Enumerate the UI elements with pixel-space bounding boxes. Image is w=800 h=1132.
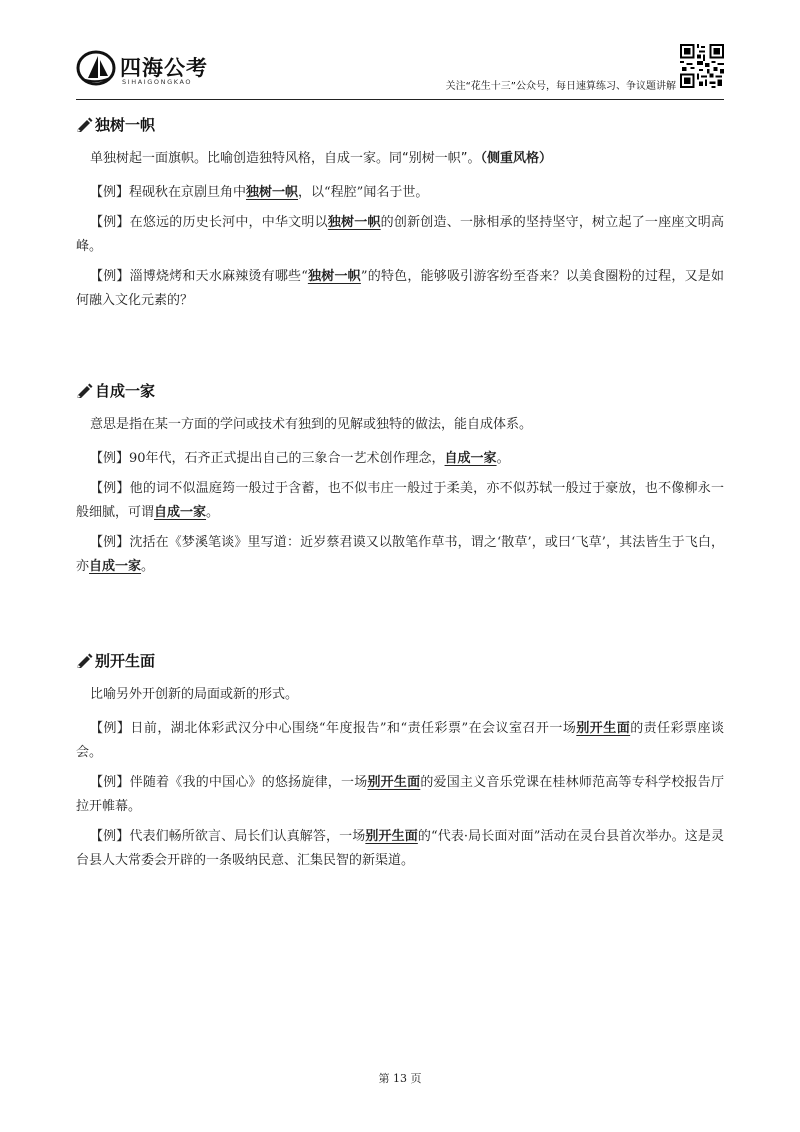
keyword: 别开生面 — [365, 829, 418, 844]
example-text: 【例】沈括在《梦溪笔谈》里写道：近岁蔡君谟又以散笔作草书，谓之‘散草’，或曰‘飞草’，其法皆生于飞白，亦 — [76, 535, 724, 574]
example-text: 的责任彩票座谈会。 — [76, 721, 724, 760]
section-title-text: 独树一帜 — [95, 116, 156, 134]
definition-text: 意思是指在某一方面的学问或技术有独到的见解或独特的做法，能自成体系。 — [90, 417, 533, 432]
header-slogan: 关注“花生十三”公众号，每日速算练习、争议题讲解 — [445, 81, 676, 92]
example-text: 【例】90年代，石齐正式提出自己的三象合一艺术创作理念， — [90, 451, 445, 466]
section-title — [76, 114, 724, 135]
brand-subtitle: SIHAIGONGKAO — [122, 78, 193, 86]
definition — [90, 685, 724, 705]
example — [76, 771, 724, 819]
keyword: 自成一家 — [154, 505, 207, 520]
example-text: 【例】在悠远的历史长河中，中华文明以 — [90, 215, 328, 230]
example-text: 。 — [141, 559, 155, 574]
pencil-icon — [76, 653, 93, 668]
example-text: ”的特色，能够吸引游客纷至沓来？以美食圈粉的过程，又是如何融入文化元素的？ — [76, 269, 724, 308]
example-text: 。 — [496, 451, 510, 466]
keyword: 别开生面 — [576, 721, 631, 736]
qr-code-icon — [680, 44, 724, 88]
example-text: 的“代表·局长面对面”活动在灵台县首次举办。这是灵台县人大常委会开辟的一条吸纳民意、汇集民智的新渠道。 — [76, 829, 724, 868]
example-text: 【例】程砚秋在京剧旦角中 — [90, 185, 247, 200]
example-text: 。 — [206, 505, 220, 520]
keyword: 独树一帜 — [246, 185, 299, 200]
pencil-icon — [76, 117, 93, 132]
example-text: 的爱国主义音乐党课在桂林师范高等专科学校报告厅拉开帷幕。 — [76, 775, 724, 814]
brand-name: 四海公考 — [120, 56, 208, 80]
example — [76, 211, 724, 259]
example — [76, 181, 724, 205]
example — [76, 825, 724, 873]
definition — [90, 415, 724, 435]
section-du-shu-yi-zhi — [76, 114, 724, 319]
example-text: 【例】日前，湖北体彩武汉分中心围绕“年度报告”和“责任彩票”在会议室召开一场 — [90, 721, 577, 736]
section-title-text: 自成一家 — [95, 382, 156, 400]
page-number: 第 13 页 — [378, 1072, 422, 1085]
keyword: 自成一家 — [444, 451, 497, 466]
example — [76, 265, 724, 313]
keyword: 别开生面 — [367, 775, 421, 790]
example — [76, 477, 724, 525]
section-zi-cheng-yi-jia — [76, 380, 724, 585]
example-text: 【例】代表们畅所欲言、局长们认真解答，一场 — [90, 829, 366, 844]
example — [76, 717, 724, 765]
example — [76, 447, 724, 471]
section-title-text: 别开生面 — [95, 652, 156, 670]
example-text: 【例】他的词不似温庭筠一般过于含蓄，也不似韦庄一般过于柔美，亦不似苏轼一般过于豪放，也不像柳永一般细腻，可谓 — [76, 481, 724, 520]
example-text: ，以“程腔”闻名于世。 — [298, 185, 429, 200]
header-divider — [76, 99, 724, 100]
example-text: 【例】伴随着《我的中国心》的悠扬旋律，一场 — [90, 775, 368, 790]
keyword: 独树一帜 — [327, 215, 381, 230]
pencil-icon — [76, 383, 93, 398]
keyword: 自成一家 — [89, 559, 142, 574]
page-header — [76, 42, 724, 98]
section-title — [76, 650, 724, 671]
definition — [90, 149, 724, 169]
example-text: 的创新创造、一脉相承的坚持坚守，树立起了一座座文明高峰。 — [76, 215, 724, 254]
section-title — [76, 380, 724, 401]
definition-text: 比喻另外开创新的局面或新的形式。 — [90, 687, 299, 702]
example — [76, 531, 724, 579]
keyword: 独树一帜 — [307, 269, 361, 284]
definition-text: 单独树起一面旗帜。比喻创造独特风格，自成一家。同“别树一帜”。 — [90, 151, 481, 166]
sailboat-logo-icon — [76, 50, 116, 86]
definition-tag: （侧重风格） — [480, 151, 552, 166]
example-text: 【例】淄博烧烤和天水麻辣烫有哪些“ — [90, 269, 308, 284]
section-bie-kai-sheng-mian — [76, 650, 724, 879]
